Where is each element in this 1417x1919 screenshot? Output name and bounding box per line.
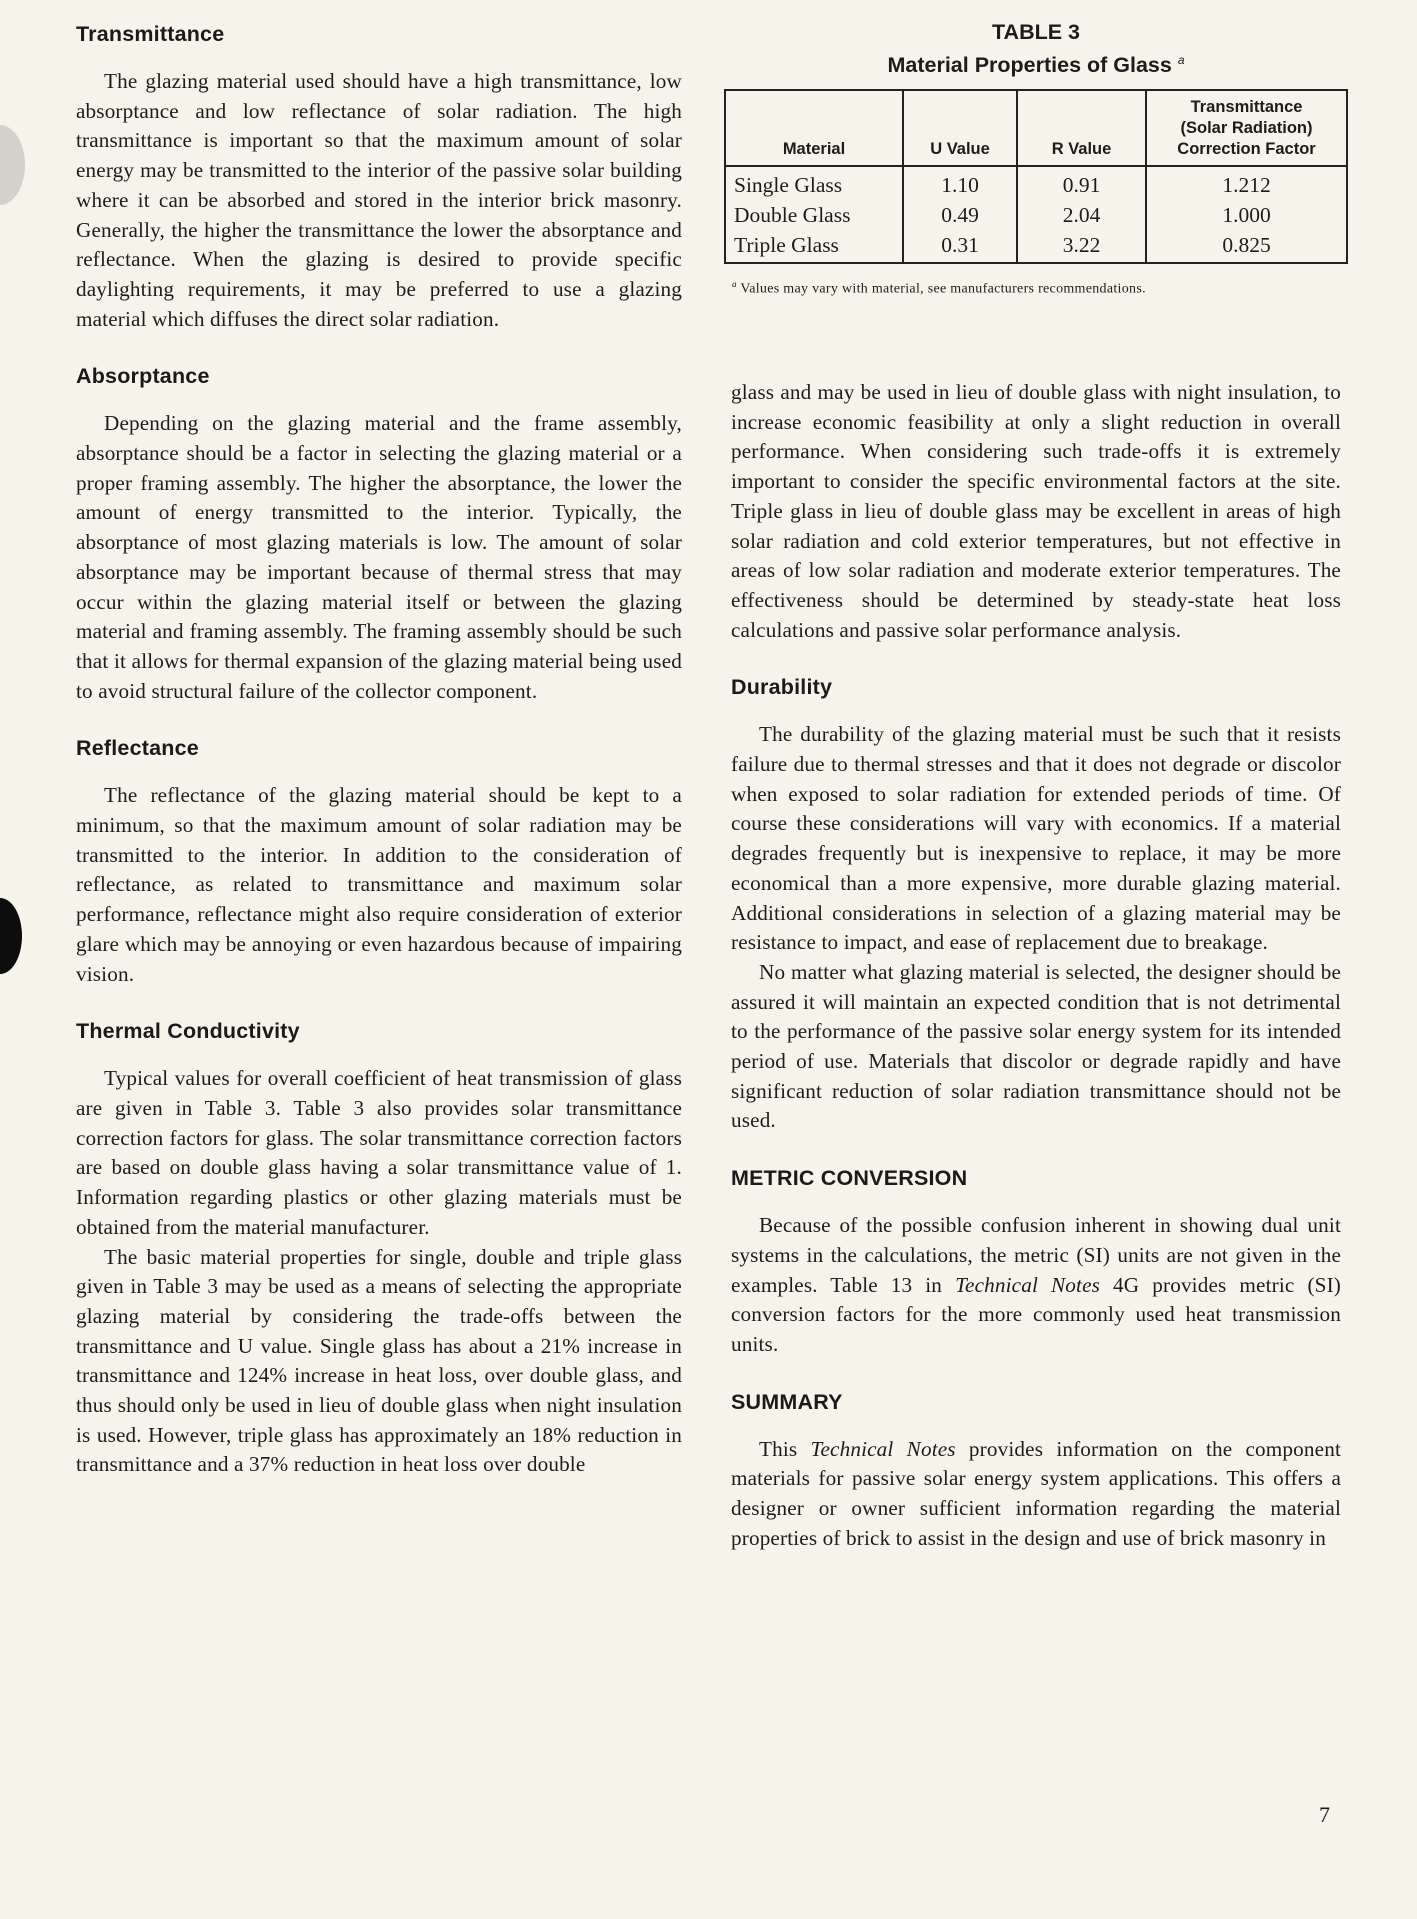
paragraph: The basic material properties for single, double and triple glass given in Table 3 may be used as a means of selecting the appropriate glazing material by considering the trade-offs between the transmittance and U value. Single glass has about a 21% increase in transmittance and 124% increase in heat loss, over double glass, and thus should only be used in lieu of double glass when night insulation is used. However, triple glass has approximately an 18% reduction in transmittance and a 37% reduction in heat loss over double <box>76 1244 682 1477</box>
table-row <box>725 230 1347 263</box>
heading-reflectance: Reflectance <box>76 736 199 761</box>
table-row <box>725 166 1347 200</box>
table-cell: 3.22 <box>1017 230 1146 263</box>
table-header-row <box>725 90 1347 166</box>
table-footnote-marker: a <box>1177 53 1185 67</box>
column-header-material: Material <box>725 90 903 166</box>
heading-durability: Durability <box>731 675 833 700</box>
table-cell: 2.04 <box>1017 200 1146 230</box>
column-header-correction-factor: Transmittance (Solar Radiation) Correction Factor <box>1146 90 1347 166</box>
table-cell: 0.91 <box>1017 166 1146 200</box>
paragraph: Depending on the glazing material and the frame assembly, absorptance should be a factor in selecting the glazing material or a proper framing assembly. The higher the absorptance, the lower the amount of energy transmitted to the interior. Typically, the absorptance of most glazing materials is low. The amount of solar absorptance may be important because of thermal stress that may occur within the glazing material itself or between the glazing material and framing assembly. The framing assembly should be such that it allows for thermal expansion of the glazing material being used to avoid structural failure of the collector component. <box>76 411 682 703</box>
table-cell: 0.825 <box>1222 233 1271 258</box>
table-cell: Triple Glass <box>725 230 903 263</box>
column-header-u-value: U Value <box>903 90 1017 166</box>
column-header-r-value: R Value <box>1017 90 1146 166</box>
paragraph: No matter what glazing material is selected, the designer should be assured it will maintain an expected condition that is not detrimental to the performance of the passive solar energy system for its intended period of use. Materials that discolor or degrade rapidly and have significant reduction of solar radiation transmittance should not be used. <box>731 959 1341 1133</box>
page-number: 7 <box>1319 1802 1330 1827</box>
heading-metric-conversion: METRIC CONVERSION <box>731 1166 968 1191</box>
heading-absorptance: Absorptance <box>76 364 210 389</box>
paragraph: The reflectance of the glazing material should be kept to a minimum, so that the maximum amount of solar radiation may be transmitted to the interior. In addition to the consideration of reflectance, as related to transmittance and maximum solar performance, reflectance might also require consideration of exterior glare which may be annoying or even hazardous because of impairing vision. <box>76 783 682 986</box>
punch-hole-shadow <box>0 125 25 205</box>
paragraph: Typical values for overall coefficient of heat transmission of glass are given in Table 3. Table 3 also provides solar transmittance correction factors for glass. The solar transmittance correction factors are based on double glass having a solar transmittance value of 1. Information regarding plastics or other glazing materials must be obtained from the material manufacturer. <box>76 1066 682 1239</box>
glass-properties-table <box>724 89 1348 264</box>
left-column <box>76 22 682 1480</box>
paragraph: This Technical Notes provides information on the component materials for passive solar energy system applications. This offers a designer or owner sufficient information regarding the material properties of brick to assist in the design and use of brick masonry in <box>731 1436 1341 1550</box>
paragraph: The glazing material used should have a high transmittance, low absorptance and low reflectance of solar radiation. The high transmittance is important so that the maximum amount of solar energy may be transmitted to the interior of the passive solar building where it can be absorbed and stored in the interior brick masonry. Generally, the higher the transmittance the lower the absorptance and reflectance. When the glazing is desired to provide specific daylighting requirements, it may be preferred to use a glazing material which diffuses the direct solar radiation. <box>76 69 682 331</box>
table-cell: 0.49 <box>903 200 1017 230</box>
table-title: Material Properties of Glass $^a$ <box>887 53 1185 78</box>
heading-summary: SUMMARY <box>731 1389 843 1414</box>
paragraph-continuation: glass and may be used in lieu of double glass with night insulation, to increase economic feasibility at only a slight reduction in overall performance. When considering such trade-offs it is extremely important to consider the specific environmental factors at the site. Triple glass in lieu of double glass may be excellent in areas of high solar radiation and cold exterior temperatures, but not effective in areas of low solar radiation and moderate exterior temperatures. The effectiveness should be determined by steady-state heat loss calculations and passive solar performance analysis. <box>731 380 1341 642</box>
table-cell: Double Glass <box>725 200 903 230</box>
right-column <box>731 378 1341 1554</box>
table-cell: 1.000 <box>1222 203 1271 228</box>
paragraph: Because of the possible confusion inherent in showing dual unit systems in the calculations, the metric (SI) units are not given in the examples. Table 13 in Technical Notes 4G provides metric (SI) conversion factors for the more commonly used heat transmission units. <box>731 1213 1341 1356</box>
table-footnote: $^a$ Values may vary with material, see manufacturers recommendations. <box>732 279 1146 297</box>
paragraph: The durability of the glazing material must be such that it resists failure due to thermal stresses and that it does not degrade or discolor when exposed to solar radiation for extended periods of time. Of course these considerations will vary with economics. If a material degrades frequently but is inexpensive to replace, it may be more economical than a more expensive, more durable glazing material. Additional considerations in selection of a glazing material may be resistance to impact, and ease of replacement due to breakage. <box>731 722 1341 955</box>
punch-hole <box>0 898 22 974</box>
table-row <box>725 200 1347 230</box>
table-cell: 0.31 <box>903 230 1017 263</box>
table-cell: Single Glass <box>725 166 903 200</box>
heading-transmittance: Transmittance <box>76 22 225 46</box>
heading-thermal-conductivity: Thermal Conductivity <box>76 1019 300 1044</box>
table-cell: 1.10 <box>903 166 1017 200</box>
table-label: TABLE 3 <box>992 20 1080 44</box>
table-cell: 1.212 <box>1222 173 1271 198</box>
table-3-block <box>724 18 1348 300</box>
